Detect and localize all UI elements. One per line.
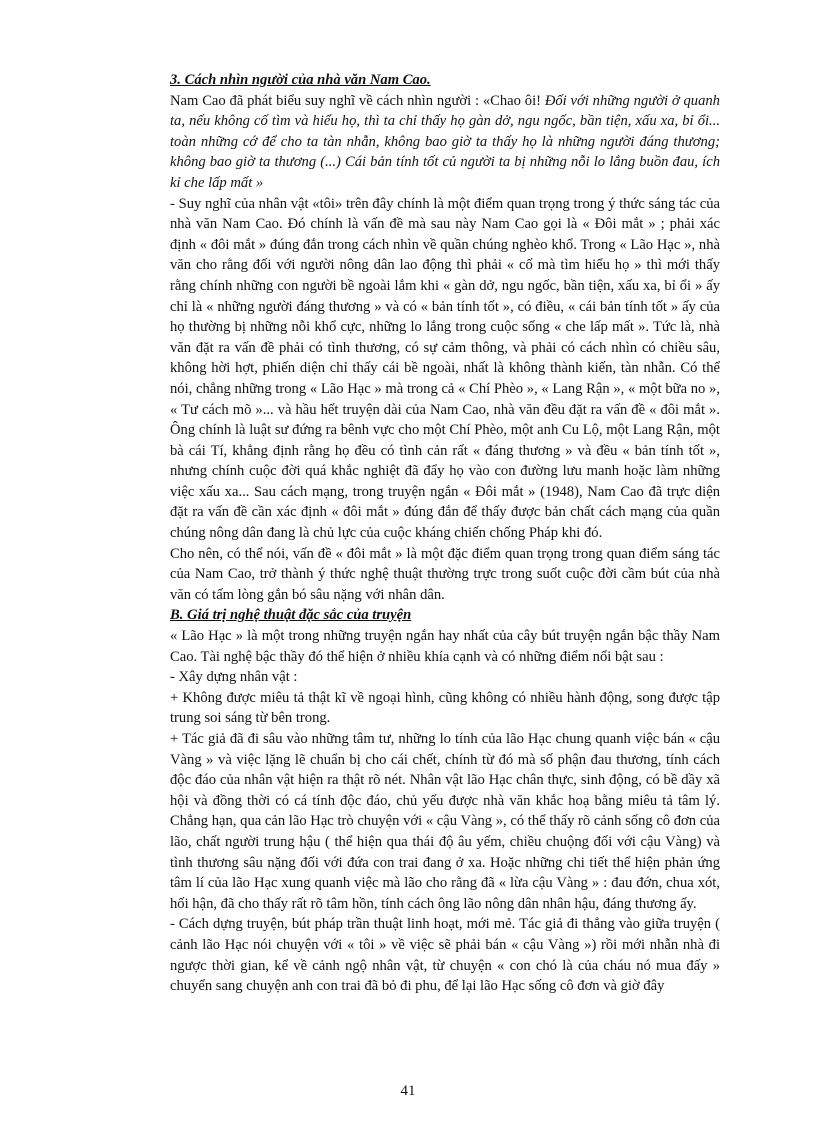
paragraph-1-quote: Đối với những người ở quanh ta, nếu không cố tìm và hiểu họ, thì ta chỉ thấy họ gàn dở, ngu ngốc, bần tiện, xấu xa, bỉ ổi... toàn những cớ để cho ta tàn nhẫn, không bao giờ ta thấy họ là những người đáng thương; không bao giờ ta thương (...) Cái bản tính tốt củ người ta bị những nỗi lo lắng buồn đau, ích kỉ che lấp mất » <box>170 92 720 191</box>
section-b-paragraph-3: + Không được miêu tả thật kĩ về ngoại hình, cũng không có nhiều hành động, song được tập trung soi sáng từ bên trong. <box>170 689 720 727</box>
section-b-paragraph-2: - Xây dựng nhân vật : <box>170 669 298 686</box>
paragraph-1-lead: Nam Cao đã phát biểu suy nghĩ về cách nhìn người : «Chao ôi! <box>170 92 545 109</box>
section-3-paragraph-1 <box>170 91 720 194</box>
section-b-paragraph-4: + Tác giả đã đi sâu vào những tâm tư, những lo tính của lão Hạc chung quanh việc bán « cậu Vàng » và việc lặng lẽ chuẩn bị cho cái chết, chính từ đó mà số phận đau thương, tính cách độc đáo của nhân vật hiện ra thật rõ nét. Nhân vật lão Hạc chân thực, sinh động, có bề dầy xã hội và đồng thời có cá tính độc đáo, chủ yếu được nhà văn khắc hoạ bằng miêu tả tâm lý. Chẳng hạn, qua cản lão Hạc trò chuyện với « cậu Vàng », có thể thấy rõ cảnh sống cô đơn của lão, chất người trung hậu ( thể hiện qua thái độ âu yếm, chiều chuộng đối với cậu Vàng) và tình thương sâu nặng đối với đứa con trai đang ở xa. Hoặc những chi tiết thể hiện phản ứng tâm lí của lão Hạc xung quanh việc mà lão cho rằng đã « lừa cậu Vàng » : đau đớn, chua xót, hối hận, đã cho thấy rất rõ tâm hồn, tính cách ông lão nông dân nhân hậu, đáng thương ấy. <box>170 731 720 912</box>
section-3-paragraph-3: Cho nên, có thể nói, vấn đề « đôi mắt » là một đặc điểm quan trọng trong quan điểm sáng tác của Nam Cao, trở thành ý thức nghệ thuật thường trực trong suốt cuộc đời cầm bút của nhà văn có tấm lòng gắn bó sâu nặng với nhân dân. <box>170 545 720 603</box>
section-3-paragraph-2: - Suy nghĩ của nhân vật «tôi» trên đây chính là một điểm quan trọng trong ý thức sáng tác của nhà văn Nam Cao. Đó chính là vấn đề mà sau này Nam Cao gọi là « Đôi mắt » ; phải xác định « đôi mắt » đúng đắn trong cách nhìn về quần chúng nghèo khổ. Trong « Lão Hạc », nhà văn cho rằng đối với người nông dân lao động thì phải « cố mà tìm hiểu họ » thì mới thấy rằng chính những con người bề ngoài lắm khi « gàn dở, ngu ngốc, bần tiện, xấu xa, bỉ ổi » ấy chỉ là « những người đáng thương » và có « bản tính tốt », có điều, « cái bản tính tốt » ấy của họ thường bị những nỗi khổ cực, những lo lắng trong cuộc sống « che lấp mất ». Tức là, nhà văn đặt ra vấn đề phải có tình thương, có sự cảm thông, và phải có cách nhìn có chiều sâu, không hời hợt, phiến diện chỉ thấy cái bề ngoài, nhất là không thành kiến, tàn nhẫn. Có thể nói, chẳng những trong « Lão Hạc » mà trong cả « Chí Phèo », « Lang Rận », « một bữa no », « Tư cách mõ »... và hầu hết truyện dài của Nam Cao, nhà văn đều đặt ra vấn đề « đôi mắt ». Ông chính là luật sư đứng ra bênh vực cho một Chí Phèo, một anh Cu Lộ, một Lang Rận, một bà cái Tí, khẳng định rằng họ đều có tình cản rất « đáng thương » và đều « bản tính tốt », nhưng chính cuộc đời quá khắc nghiệt đã đẩy họ vào con đường lưu manh hoặc làm những việc xấu xa... Sau cách mạng, trong truyện ngắn « Đôi mắt » (1948), Nam Cao đã trực diện đặt ra vấn đề cần xác định « đôi mắt » đúng đắn để thấy được bản chất cách mạng của quần chúng nông dân đang là chủ lực của cuộc kháng chiến chống Pháp khi đó. <box>170 195 720 542</box>
body-text <box>170 70 720 997</box>
section-b-paragraph-5: - Cách dựng truyện, bút pháp trần thuật linh hoạt, mới mẻ. Tác giả đi thẳng vào giữa truyện ( cảnh lão Hạc nói chuyện với « tôi » về việc sẽ phải bán « cậu Vàng ») rồi mới nhẫn nhà đi ngược thời gian, kể về cảnh ngộ nhân vật, từ chuyện « con chó là của cháu nó mua đấy » chuyển sang chuyện anh con trai đã bỏ đi phu, để lại lão Hạc sống cô đơn và giờ đây <box>170 916 720 995</box>
section-b-paragraph-1: « Lão Hạc » là một trong những truyện ngắn hay nhất của cây bút truyện ngắn bậc thầy Nam Cao. Tài nghệ bậc thầy đó thể hiện ở nhiều khía cạnh và có những điểm nổi bật sau : <box>170 628 720 665</box>
section-b-heading: B. Giá trị nghệ thuật đặc sắc của truyện <box>170 607 412 624</box>
page-number: 41 <box>400 1083 416 1099</box>
section-3-heading: 3. Cách nhìn người của nhà văn Nam Cao. <box>170 72 431 88</box>
